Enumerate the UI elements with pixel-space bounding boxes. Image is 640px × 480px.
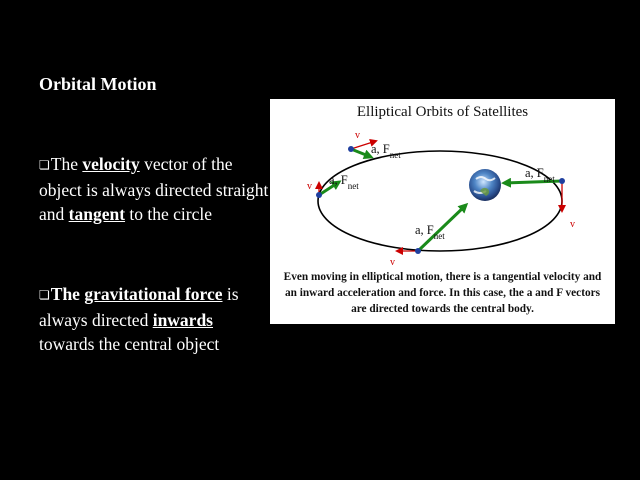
earth-icon (469, 169, 501, 201)
term-velocity: velocity (82, 154, 140, 174)
bullet-velocity (39, 152, 269, 227)
force-arrow-top (351, 149, 371, 157)
bullet-marker-icon: ❏ (39, 158, 50, 172)
slide-title: Orbital Motion (39, 74, 157, 94)
bullet-velocity-text-end: to the circle (125, 204, 213, 224)
velocity-label-right: v (570, 219, 575, 230)
satellite-right (559, 178, 565, 184)
satellite-top (348, 146, 354, 152)
satellite-bottom (415, 248, 421, 254)
velocity-label-top: v (355, 130, 360, 141)
satellite-left (316, 192, 322, 198)
figure-caption: Even moving in elliptical motion, there is a tangential velocity and an inward acceleration and force. In this case, the a and F vectors are directed towards the central body. (283, 271, 602, 315)
term-inwards: inwards (152, 309, 213, 330)
figure-title: Elliptical Orbits of Satellites (356, 104, 529, 120)
force-label-right-sub: net (543, 174, 555, 184)
bullet-marker-icon: ❏ (39, 288, 50, 302)
force-label-bottom-sub: net (433, 231, 445, 241)
velocity-label-left: v (307, 181, 312, 192)
term-gravitational-force: gravitational force (84, 284, 223, 304)
force-label-top-a: a, F (371, 142, 390, 156)
bullet-gravity (39, 282, 269, 357)
force-label-bottom-a: a, F (415, 223, 434, 237)
force-label-left-a: a, F (329, 173, 348, 187)
velocity-label-bottom: v (390, 257, 395, 268)
term-tangent: tangent (68, 204, 126, 224)
force-label-left-sub: net (347, 181, 359, 191)
bullet-velocity-text-start: The (50, 154, 83, 174)
bullet-gravity-text-mid: is always directed (39, 284, 239, 330)
bullet-velocity-text-mid: vector of the object is always directed straight and (39, 154, 269, 224)
force-label-right-a: a, F (525, 166, 544, 180)
bullet-gravity-text-end: towards the central object (39, 334, 220, 354)
bullet-gravity-text-start: The (50, 284, 85, 304)
force-label-top-sub: net (389, 150, 401, 160)
orbit-diagram (270, 99, 615, 324)
force-label-left (329, 173, 359, 191)
force-label-top (371, 142, 401, 160)
